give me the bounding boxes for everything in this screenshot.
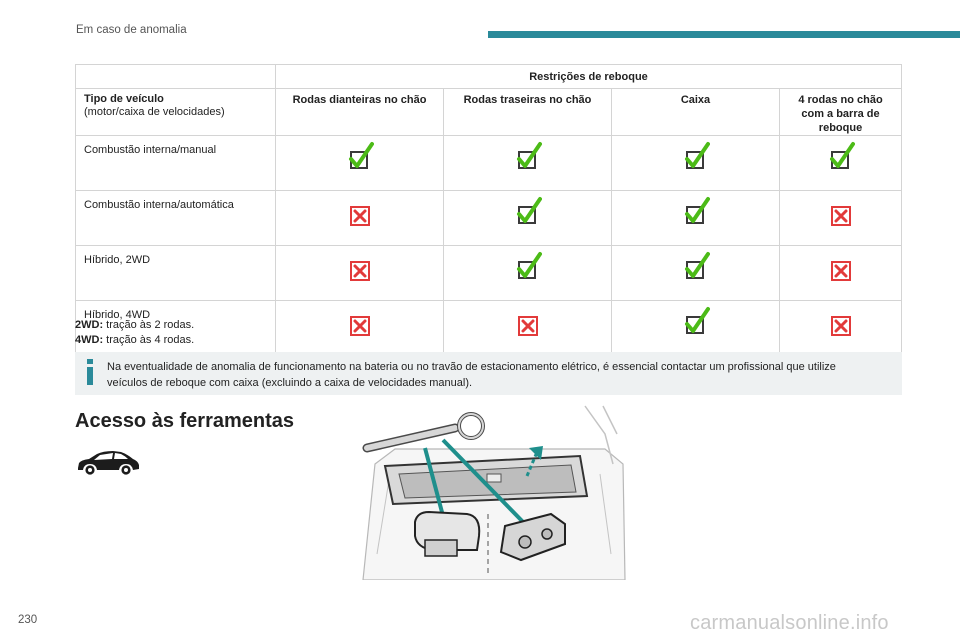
watermark: carmanualsonline.info	[690, 612, 889, 634]
table-row	[76, 136, 902, 191]
legend-text: tração às 2 rodas.	[103, 319, 195, 331]
table-corner-cell	[76, 65, 276, 89]
status-cell	[276, 301, 444, 356]
status-cell	[780, 191, 902, 246]
status-cell	[612, 191, 780, 246]
table-span-header: Restrições de reboque	[276, 65, 902, 89]
column-header: Caixa	[612, 89, 780, 136]
info-note-text: Na eventualidade de anomalia de funcionamento na bateria ou no travão de estacionamento elétrico, é essencial contactar um profissional que utilize veículos de reboque com caixa (excluindo a caixa de velocidades manual).	[107, 361, 836, 389]
status-cell	[612, 136, 780, 191]
column-header: Rodas dianteiras no chão	[276, 89, 444, 136]
legend-item	[75, 333, 194, 348]
cross-icon	[350, 261, 370, 281]
section-header: Em caso de anomalia	[76, 24, 187, 36]
check-icon	[684, 310, 708, 334]
abbreviation-legend	[75, 318, 194, 348]
row-label: Híbrido, 4WD	[76, 301, 276, 356]
table-row	[76, 191, 902, 246]
table-row	[76, 301, 902, 356]
check-icon	[684, 145, 708, 169]
car-silhouette-icon	[75, 449, 141, 477]
check-icon	[348, 145, 372, 169]
column-header: Rodas traseiras no chão	[444, 89, 612, 136]
status-cell	[780, 136, 902, 191]
check-icon	[516, 200, 540, 224]
table-row	[76, 246, 902, 301]
row-label: Híbrido, 2WD	[76, 246, 276, 301]
status-cell	[276, 246, 444, 301]
cross-icon	[831, 206, 851, 226]
status-cell	[444, 301, 612, 356]
vehicle-type-header	[76, 89, 276, 136]
status-cell	[444, 191, 612, 246]
page-number: 230	[18, 614, 38, 626]
status-cell	[780, 246, 902, 301]
check-icon	[829, 145, 853, 169]
legend-item	[75, 318, 194, 333]
status-cell	[612, 246, 780, 301]
cross-icon	[350, 206, 370, 226]
check-icon	[516, 255, 540, 279]
status-cell	[780, 301, 902, 356]
info-note	[75, 352, 902, 395]
vehicle-type-sublabel: (motor/caixa de velocidades)	[84, 106, 225, 118]
cross-icon	[831, 261, 851, 281]
header-accent-bar	[488, 31, 960, 38]
column-header: 4 rodas no chão com a barra de reboque	[780, 89, 902, 136]
legend-term: 2WD:	[75, 319, 104, 331]
check-icon	[684, 255, 708, 279]
check-icon	[684, 200, 708, 224]
section-title: Acesso às ferramentas	[75, 410, 295, 432]
check-icon	[516, 145, 540, 169]
legend-term: 4WD:	[75, 334, 104, 346]
status-cell	[276, 136, 444, 191]
status-cell	[612, 301, 780, 356]
legend-text: tração às 4 rodas.	[103, 334, 195, 346]
cross-icon	[518, 316, 538, 336]
vehicle-type-label: Tipo de veículo	[84, 93, 164, 105]
cross-icon	[350, 316, 370, 336]
status-cell	[444, 136, 612, 191]
cross-icon	[831, 316, 851, 336]
towing-restrictions-table	[75, 64, 902, 356]
info-icon	[85, 359, 95, 385]
status-cell	[444, 246, 612, 301]
row-label: Combustão interna/manual	[76, 136, 276, 191]
trunk-tools-illustration	[355, 404, 633, 580]
status-cell	[276, 191, 444, 246]
row-label: Combustão interna/automática	[76, 191, 276, 246]
